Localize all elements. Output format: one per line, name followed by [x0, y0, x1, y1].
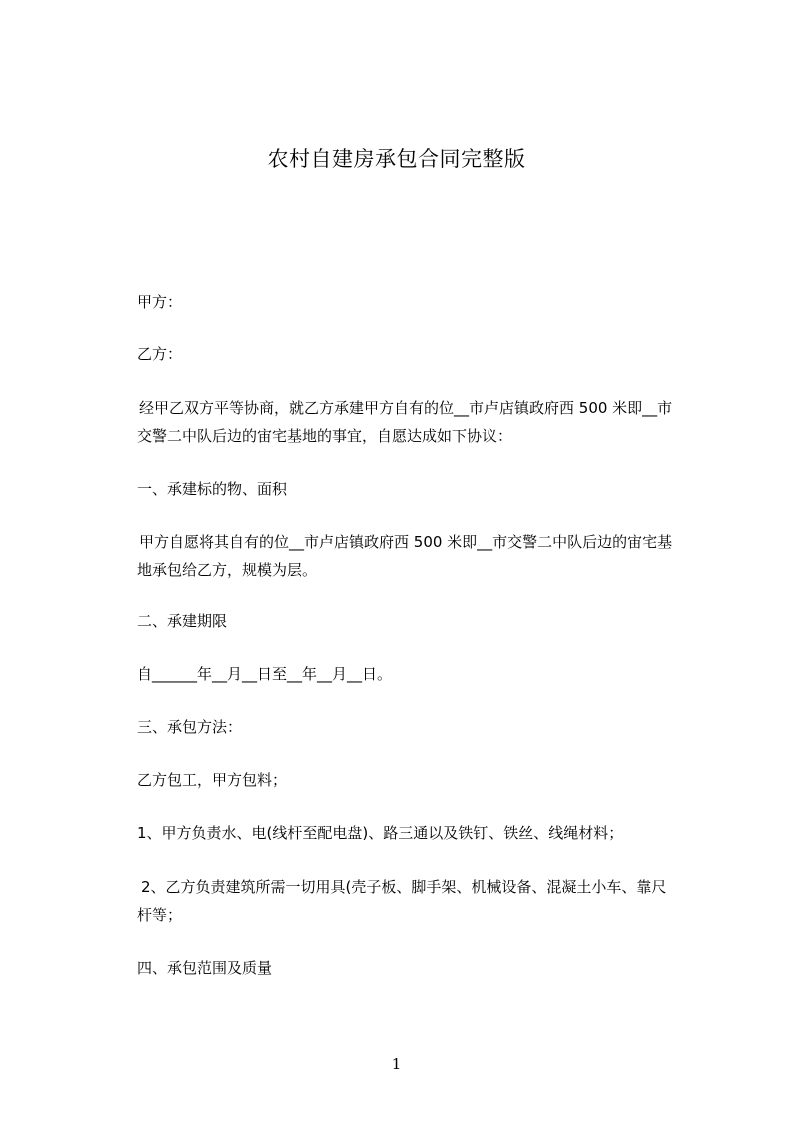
section-1-line-2: 地承包给乙方，规模为层。	[137, 561, 318, 579]
list-item-2-line-1: 2、乙方负责建筑所需一切用具(壳子板、脚手架、机械设备、混凝土小车、靠尺	[141, 878, 667, 896]
section-1-paragraph	[139, 528, 707, 556]
section-2-heading: 二、承建期限	[137, 612, 228, 630]
section-1-paragraph-continued	[137, 556, 705, 584]
intro-line-1: 经甲乙双方平等协商，就乙方承建甲方自有的位__市卢店镇政府西 500 米即__市	[139, 399, 673, 417]
intro-paragraph	[139, 394, 707, 422]
section-4-heading: 四、承包范围及质量	[137, 959, 273, 977]
party-a-label: 甲方：	[137, 293, 183, 311]
list-item-2	[141, 873, 709, 901]
list-item-1: 1、甲方负责水、电(线杆至配电盘)、路三通以及铁钉、铁丝、线绳材料；	[137, 824, 624, 842]
section-2-text: 自______年__月__日至__年__月__日。	[137, 665, 393, 683]
section-1-heading: 一、承建标的物、面积	[137, 480, 288, 498]
list-item-2-line-2: 杆等；	[137, 906, 183, 924]
section-3-text: 乙方包工，甲方包料；	[137, 771, 288, 789]
page-number: 1	[391, 1055, 402, 1073]
party-b-label: 乙方：	[137, 345, 183, 363]
intro-line-2: 交警二中队后边的宙宅基地的事宜，自愿达成如下协议：	[137, 427, 513, 445]
section-3-heading: 三、承包方法：	[137, 718, 243, 736]
list-item-2-continued	[137, 901, 705, 929]
document-title: 农村自建房承包合同完整版	[267, 147, 526, 171]
intro-paragraph-continued	[137, 422, 705, 450]
section-1-line-1: 甲方自愿将其自有的位__市卢店镇政府西 500 米即__市交警二中队后边的宙宅基	[139, 533, 673, 551]
